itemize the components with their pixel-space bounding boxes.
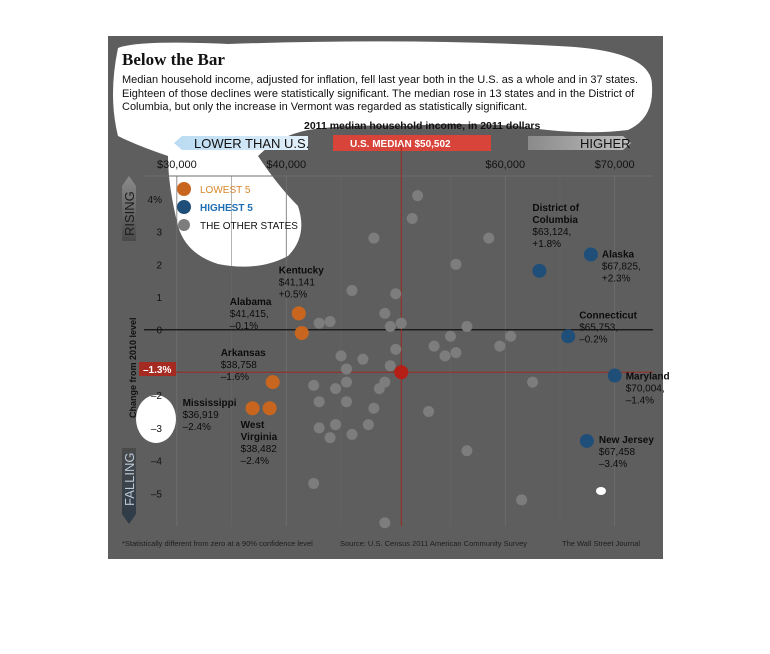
state-point <box>461 321 472 332</box>
legend-others-label: THE OTHER STATES <box>200 221 298 232</box>
state-point <box>308 380 319 391</box>
y-tick-label: 2 <box>156 260 162 272</box>
state-point <box>379 517 390 528</box>
state-point <box>314 318 325 329</box>
state-name-label: Arkansas <box>220 348 266 360</box>
y-tick-label: 3 <box>156 227 162 239</box>
state-point-highest <box>580 434 594 448</box>
state-point <box>396 318 407 329</box>
state-point <box>494 341 505 352</box>
state-point <box>325 316 336 327</box>
state-value-label: $70,004, <box>625 383 665 395</box>
state-value-label: –2.4% <box>182 422 211 434</box>
state-value-label: –0.2% <box>579 334 608 346</box>
footnote: *Statistically different from zero at a 90% confidence level <box>122 539 313 548</box>
state-point <box>308 478 319 489</box>
state-value-label: –1.4% <box>625 395 655 407</box>
state-point-highest <box>561 329 575 343</box>
state-point <box>314 422 325 433</box>
source-note: Source: U.S. Census 2011 American Community Survey <box>340 539 528 548</box>
state-point <box>385 360 396 371</box>
state-point <box>429 341 440 352</box>
x-tick-label: $40,000 <box>266 159 307 171</box>
state-value-label: $65,753, <box>579 322 619 334</box>
state-point-lowest <box>295 326 309 340</box>
state-value-label: $38,758 <box>220 360 257 372</box>
state-value-label: $41,141 <box>278 277 315 289</box>
state-value-label: $63,124, <box>532 226 572 238</box>
state-value-label: +0.5% <box>278 289 308 301</box>
state-point <box>341 363 352 374</box>
state-point <box>450 347 461 358</box>
legend-others-swatch <box>178 219 190 231</box>
legend-highest-swatch <box>177 200 191 214</box>
higher-label: HIGHER <box>580 136 631 151</box>
state-value-label: +2.3% <box>601 273 631 285</box>
y-tick-label: –3 <box>150 423 162 435</box>
state-value-label: –0.1% <box>229 321 259 333</box>
state-point <box>423 406 434 417</box>
lower-label: LOWER THAN U.S. <box>194 136 310 151</box>
state-name-label: Columbia <box>532 214 578 226</box>
y-tick-label: 0 <box>156 325 162 337</box>
state-value-label: $67,458 <box>598 446 636 458</box>
state-point <box>407 213 418 224</box>
state-value-label: $67,825, <box>601 261 641 273</box>
state-name-label: Kentucky <box>278 265 324 277</box>
state-value-label: –1.6% <box>220 372 250 384</box>
state-point <box>516 494 527 505</box>
state-point-highest <box>532 264 546 278</box>
rising-label: RISING <box>122 191 137 236</box>
state-point <box>357 354 368 365</box>
glare-dot <box>596 487 606 495</box>
state-point <box>325 432 336 443</box>
state-point <box>440 350 451 361</box>
y-tick-label: 4% <box>147 194 162 206</box>
state-name-label: Maryland <box>625 371 670 383</box>
chart-card <box>108 36 670 559</box>
chart-title: Below the Bar <box>122 50 225 69</box>
x-tick-label: $70,000 <box>594 159 635 171</box>
state-point <box>390 344 401 355</box>
state-point-lowest <box>263 401 277 415</box>
state-point <box>412 190 423 201</box>
state-value-label: –2.4% <box>240 456 270 468</box>
y-tick-label: 1 <box>156 293 162 305</box>
x-tick-label: $30,000 <box>156 159 197 171</box>
state-value-label: –3.4% <box>598 458 628 470</box>
state-point <box>379 308 390 319</box>
state-point <box>450 259 461 270</box>
state-name-label: New Jersey <box>598 434 654 446</box>
x-tick-label: $60,000 <box>485 159 526 171</box>
glare-spot <box>136 395 176 443</box>
y-tick-label: –4 <box>150 456 162 468</box>
state-point <box>385 321 396 332</box>
state-name-label: Alabama <box>229 297 272 309</box>
state-point-lowest <box>292 306 306 320</box>
state-point <box>379 377 390 388</box>
state-value-label: +1.8% <box>532 238 562 250</box>
falling-label: FALLING <box>122 452 137 506</box>
state-point <box>483 233 494 244</box>
state-value-label: $36,919 <box>182 410 219 422</box>
x-axis-title: 2011 median household income, in 2011 dollars <box>304 120 541 132</box>
state-value-label: $38,482 <box>240 444 277 456</box>
legend-highest-label: HIGHEST 5 <box>200 203 253 214</box>
median-label: U.S. MEDIAN $50,502 <box>350 139 451 150</box>
credit: The Wall Street Journal <box>562 539 641 548</box>
legend-lowest-label: LOWEST 5 <box>200 185 251 196</box>
state-point <box>341 377 352 388</box>
state-name-label: Connecticut <box>579 310 637 322</box>
state-point <box>461 445 472 456</box>
y-tick-label: –5 <box>150 489 162 501</box>
us-change-label: –1.3% <box>143 365 172 376</box>
state-point <box>390 288 401 299</box>
chart-subtitle: Median household income, adjusted for inflation, fell last year both in the U.S. as a whole and in 37 states. Eighteen of those declines were statistically significant. The median rose in 13 states and in the District of Columbia, but only the increase in Vermont was regarded as statistically significant. <box>122 74 639 113</box>
us-point <box>394 365 408 379</box>
state-value-label: $41,415, <box>229 309 269 321</box>
state-point <box>527 377 538 388</box>
y-tick-label: –2 <box>150 391 162 403</box>
state-point <box>363 419 374 430</box>
state-point <box>336 350 347 361</box>
state-point <box>330 383 341 394</box>
state-point <box>368 233 379 244</box>
data-points <box>246 190 622 528</box>
state-point <box>346 429 357 440</box>
y-axis-title: Change from 2010 level <box>128 317 138 418</box>
state-name-label: Virginia <box>240 432 278 444</box>
state-point <box>341 396 352 407</box>
state-name-label: District of <box>532 202 580 214</box>
legend-lowest-swatch <box>177 182 191 196</box>
y-tick-labels <box>148 195 163 500</box>
state-point-lowest <box>246 401 260 415</box>
state-point <box>368 403 379 414</box>
state-point-lowest <box>266 375 280 389</box>
state-point <box>505 331 516 342</box>
state-point <box>445 331 456 342</box>
state-point <box>314 396 325 407</box>
state-name-label: Mississippi <box>182 398 237 410</box>
state-name-label: Alaska <box>601 249 635 261</box>
state-point-highest <box>584 248 598 262</box>
state-point-highest <box>608 369 622 383</box>
state-name-label: West <box>240 420 265 432</box>
state-point <box>346 285 357 296</box>
state-point <box>330 419 341 430</box>
